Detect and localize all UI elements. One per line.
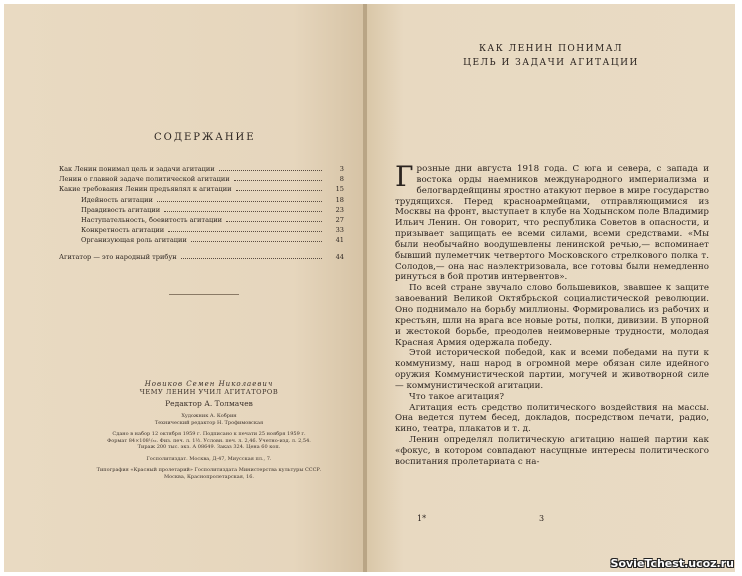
toc-entry-page: 8 [339, 175, 344, 184]
toc-entry [59, 205, 344, 215]
toc-entry-page: 41 [335, 236, 344, 245]
imprint-printer-address: Москва, Краснопролетарская, 16. [163, 473, 255, 480]
imprint-tech-editor: Технический редактор Н. Трофимовская [154, 419, 264, 426]
toc-entry-page: 33 [335, 226, 344, 235]
toc-entry [59, 252, 344, 262]
toc-leader-dots [168, 231, 322, 232]
imprint-artist: Художник А. Кобрин [181, 413, 237, 419]
toc-entry [59, 164, 344, 174]
toc-entry [59, 195, 344, 205]
paragraph-text: розные дни августа 1918 года. С юга и севера, с запада и востока орды наемников международного империализма и белогвардейщины яростно атакуют первое в мире государство трудящихся. Перед красноармейцами, отправляющимися из Москвы на фронт, выступает в клубе на Ходынском поле Владимир Ильич Ленин. Он говорит, что республика Советов в опасности, и призывает защищать ее всеми силами, всеми средствами. «Мы были необычайно воодушевлены ленинской речью,— вспоминает бывший пулеметчик четвертого Московского стрелкового полка т. Солодов,— она нас наэлектризовала, все готовы были немедленно ринуться в бой против интервентов». [395, 164, 709, 283]
imprint-print-line: Формат 84×108¹/₃₂. Физ. печ. л. 1½. Условн. печ. л. 2,46. Учетно-изд. л. 2,54. [107, 437, 311, 444]
toc-entry-title: Агитатор — это народный трибун [59, 252, 177, 261]
right-page [367, 4, 735, 572]
toc-leader-dots [181, 258, 322, 259]
toc-entry [59, 235, 344, 245]
paragraph: Этой исторической победой, как и всеми победами на пути к коммунизму, наш народ в огромной мере обязан силе идейного оружия Коммунистической партии, могучей и животворной силе — коммунистической агитации. [395, 348, 709, 391]
toc-entry-title: Как Ленин понимал цель и задачи агитации [59, 165, 215, 173]
paragraph [395, 160, 709, 283]
body-text [395, 160, 709, 468]
toc-leader-dots [157, 201, 322, 202]
paragraph: По всей стране звучало слово большевиков, звавшее к защите завоеваний Великой Октябрьской социалистической революции. Оно поднимало на борьбу миллионы. Формировались из рабочих и крестьян, шли на врага все новые роты, полки, дивизии. В упорной и жестокой борьбе, преодолев неимоверные трудности, молодая Красная Армия одержала победу. [395, 283, 709, 348]
toc-entry-title: Наступательность, боевитость агитации [81, 215, 223, 224]
toc-entry-title: Какие требования Ленин предъявлял к агитации [59, 185, 232, 194]
toc-entry-title: Идейность агитации [81, 195, 153, 204]
toc-leader-dots [191, 241, 322, 242]
toc-entry [59, 215, 344, 225]
toc-entry-title: Правдивость агитации [81, 205, 161, 214]
toc-entry-page: 18 [335, 195, 344, 204]
toc-entry-title: Ленин о главной задаче политической агитации [59, 175, 230, 184]
watermark: SovieTchest.ucoz.ru [610, 557, 734, 570]
imprint-publisher: Госполитиздат. Москва, Д-47, Миусская пл., 7. [146, 455, 272, 462]
imprint-book-title: ЧЕМУ ЛЕНИН УЧИЛ АГИТАТОРОВ [139, 388, 279, 396]
toc-entry-page: 27 [335, 215, 344, 224]
toc-leader-dots [226, 221, 322, 222]
signature-mark: 1* [417, 514, 427, 523]
toc-entry-page: 15 [335, 185, 344, 194]
toc-entry [59, 225, 344, 235]
toc-entry-title: Конкретность агитации [81, 226, 165, 235]
toc-leader-dots [164, 211, 322, 212]
table-of-contents [59, 164, 344, 262]
left-page [4, 4, 365, 572]
page-number: 3 [539, 514, 545, 523]
imprint [64, 380, 354, 480]
divider [169, 294, 239, 295]
toc-leader-dots [236, 190, 322, 191]
toc-entry [59, 174, 344, 184]
chapter-heading-line-2: ЦЕЛЬ И ЗАДАЧИ АГИТАЦИИ [463, 58, 639, 68]
toc-leader-dots [234, 180, 322, 181]
toc-entry-page: 3 [339, 165, 344, 173]
toc-entry-page: 23 [335, 205, 344, 214]
imprint-printer: Типография «Красный пролетарий» Госполитиздата Министерства культуры СССР. [96, 467, 322, 473]
drop-cap: Г [395, 160, 414, 193]
chapter-heading-line-1: КАК ЛЕНИН ПОНИМАЛ [478, 44, 624, 54]
toc-title: СОДЕРЖАНИЕ [154, 132, 256, 143]
toc-entry [59, 184, 344, 194]
toc-leader-dots [219, 170, 322, 171]
toc-entry-page: 44 [335, 252, 344, 261]
toc-entry-title: Организующая роль агитации [81, 236, 187, 245]
imprint-print-line: Сдано в набор 12 октября 1959 г. Подписано к печати 25 ноября 1959 г. [112, 431, 306, 437]
paragraph: Агитация есть средство политического воздействия на массы. Она ведется путем бесед, докладов, посредством печати, радио, кино, театра, плакатов и т. д. [395, 402, 709, 435]
paragraph: Ленин определял политическую агитацию нашей партии как «фокус, в котором совпадают насущные интересы политического воспитания пролетариата с на- [395, 435, 709, 467]
imprint-editor: Редактор А. Толмачев [165, 399, 253, 408]
paragraph: Что такое агитация? [409, 391, 505, 402]
imprint-print-line: Тираж 200 тыс. экз. А 08649. Заказ 324. Цена 60 коп. [137, 444, 281, 450]
imprint-author: Новиков Семен Николаевич [144, 380, 274, 388]
